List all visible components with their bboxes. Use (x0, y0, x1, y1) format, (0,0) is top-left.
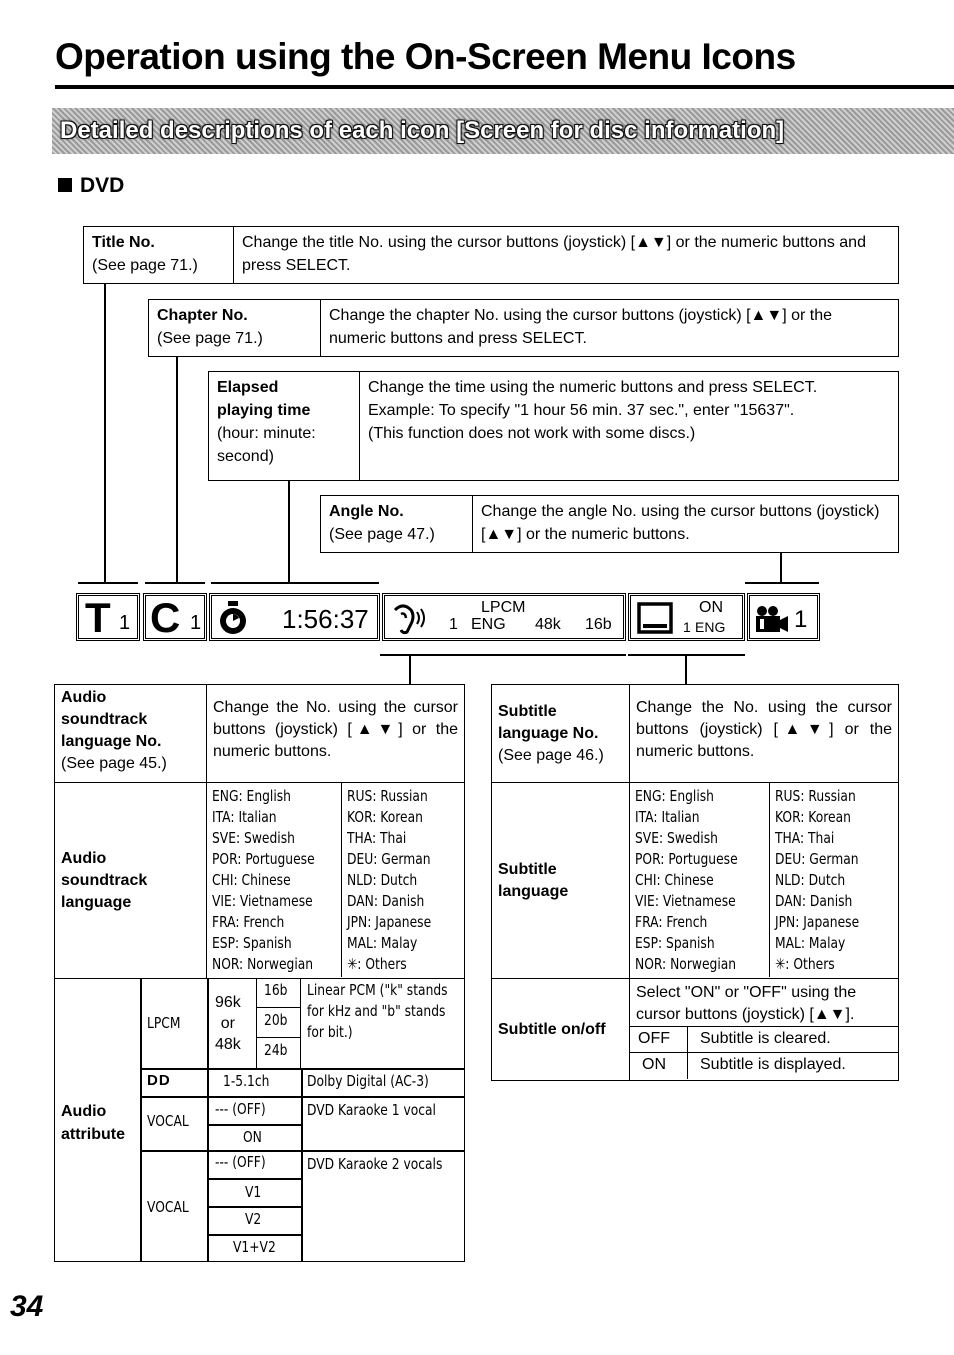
angle-no-label: Angle No. (See page 47.) (321, 496, 473, 552)
divider (140, 978, 142, 1261)
connector-title (104, 283, 106, 583)
sub-lang-item: THA: Thai (775, 829, 835, 847)
sub-lang-no-label: Subtitle language No. (See page 46.) (492, 685, 630, 783)
camera-angle-icon (754, 604, 790, 634)
sub-lang-col1 (635, 786, 741, 975)
divider (207, 978, 209, 1261)
timer-icon (218, 600, 248, 636)
angle-no-desc: Change the angle No. using the cursor buttons (joystick) [▲▼] or the numeric buttons. (481, 503, 880, 543)
audio-icon (391, 602, 431, 636)
osd-angle[interactable] (747, 593, 820, 641)
page-number: 34 (10, 1290, 44, 1323)
vocal1-desc: DVD Karaoke 1 vocal (307, 1101, 436, 1119)
elapsed-box (208, 371, 899, 481)
chapter-no-box (148, 299, 899, 357)
bracket-subtitle (628, 654, 745, 656)
sub-on-desc: Subtitle is displayed. (700, 1056, 846, 1073)
connector-subtitle (685, 654, 687, 685)
sub-off-option: OFF (630, 1027, 688, 1052)
chapter-icon: C (150, 594, 181, 641)
osd-audio-lang: ENG (471, 616, 506, 633)
bracket-chapter (145, 582, 205, 584)
connector-elapsed (288, 480, 290, 583)
audio-lang-item: FRA: French (212, 913, 285, 931)
audio-lang-item: MAL: Malay (347, 934, 418, 952)
section-banner: Detailed descriptions of each icon [Screen for disc information] (52, 108, 954, 154)
sub-on-option: ON (630, 1053, 688, 1079)
audio-lang-item: ✳: Others (347, 955, 407, 973)
osd-audio-rate: 48k (535, 616, 561, 633)
audio-lang-item: JPN: Japanese (347, 913, 432, 931)
sub-lang-item: MAL: Malay (775, 934, 846, 952)
title-no-box (83, 226, 899, 284)
audio-lang-item: DAN: Danish (347, 892, 425, 910)
bracket-angle (745, 582, 819, 584)
osd-time-value: 1:56:37 (282, 604, 369, 634)
bracket-time (211, 582, 379, 584)
sub-lang-col2 (775, 786, 872, 975)
osd-subtitle-num: 1 (683, 619, 691, 635)
vocal2-v2: V2 (245, 1210, 262, 1228)
divider (207, 1178, 301, 1180)
audio-lang-no-label: Audio soundtrack language No. (See page 45.) (55, 685, 207, 783)
osd-subtitle[interactable] (628, 593, 745, 641)
osd-audio-num: 1 (449, 616, 458, 633)
bracket-title (78, 582, 138, 584)
osd-title-num: 1 (119, 612, 131, 634)
divider (140, 1150, 465, 1152)
audio-lang-col2 (347, 786, 439, 975)
audio-lang-label: Audio soundtrack language (55, 783, 207, 979)
sub-onoff-cell (630, 979, 899, 1081)
sub-off-desc: Subtitle is cleared. (700, 1030, 831, 1047)
audio-lang-item: NOR: Norwegian (212, 955, 314, 973)
bracket-audio (380, 654, 626, 656)
subtitle-icon (637, 602, 675, 636)
sub-lang-item: DEU: German (775, 850, 859, 868)
elapsed-desc: Change the time using the numeric buttons and press SELECT. Example: To specify "1 hour 56 min. 37 sec.", enter "15637". (This function does not work with some discs.) (368, 379, 818, 442)
audio-lang-item: POR: Portuguese (212, 850, 315, 868)
osd-subtitle-state: ON (699, 599, 723, 616)
angle-no-box (320, 495, 899, 553)
sub-lang-item: SVE: Swedish (635, 829, 718, 847)
audio-lang-col1 (212, 786, 314, 975)
audio-lang-item: ESP: Spanish (212, 934, 292, 952)
divider (207, 1124, 301, 1126)
vocal2-off: --- (OFF) (215, 1153, 266, 1171)
sub-lang-codes (630, 783, 899, 979)
sub-lang-item: NOR: Norwegian (635, 955, 737, 973)
audio-lang-codes (207, 783, 465, 979)
title-icon: T (85, 594, 111, 641)
dolby-channels: 1-5.1ch (223, 1072, 270, 1090)
sub-lang-item: CHI: Chinese (635, 871, 714, 889)
audio-lang-item: ENG: English (212, 787, 291, 805)
chapter-no-desc: Change the chapter No. using the cursor buttons (joystick) [▲▼] or the numeric buttons and press SELECT. (329, 307, 833, 347)
osd-time[interactable] (209, 593, 380, 641)
vocal2-v1: V1 (245, 1183, 262, 1201)
audio-lang-item: ITA: Italian (212, 808, 277, 826)
sub-lang-item: NLD: Dutch (775, 871, 846, 889)
lpcm-bits (256, 978, 301, 1068)
audio-attr-block (54, 978, 465, 1262)
lpcm-rate: 96k or 48k (215, 994, 241, 1053)
sub-lang-item: ESP: Spanish (635, 934, 715, 952)
sub-onoff-desc: Select "ON" or "OFF" using the cursor buttons (joystick) [▲▼]. (630, 979, 898, 1027)
sub-lang-item: DAN: Danish (775, 892, 853, 910)
osd-angle-num: 1 (794, 606, 808, 633)
sub-lang-item: ✳: Others (775, 955, 835, 973)
sub-lang-label: Subtitle language (492, 783, 630, 979)
audio-lang-item: NLD: Dutch (347, 871, 418, 889)
osd-audio-bits: 16b (585, 616, 612, 633)
page-title: Operation using the On-Screen Menu Icons (55, 36, 796, 77)
subtitle-table (491, 684, 899, 1081)
section-heading-text: DVD (80, 174, 125, 197)
sub-lang-item: VIE: Vietnamese (635, 892, 736, 910)
chapter-no-label: Chapter No. (See page 71.) (149, 300, 321, 356)
sub-lang-item: RUS: Russian (775, 787, 856, 805)
bits-16: 16b (264, 981, 288, 999)
sub-lang-item: FRA: French (635, 913, 708, 931)
sub-lang-item: ITA: Italian (635, 808, 700, 826)
vocal2-desc: DVD Karaoke 2 vocals (307, 1155, 443, 1173)
sub-lang-item: POR: Portuguese (635, 850, 738, 868)
sub-lang-item: KOR: Korean (775, 808, 851, 826)
osd-chapter-num: 1 (190, 612, 202, 634)
sub-onoff-label: Subtitle on/off (492, 979, 630, 1081)
audio-lang-item: KOR: Korean (347, 808, 423, 826)
sub-lang-item: ENG: English (635, 787, 714, 805)
dolby-digital-icon: DD (147, 1072, 171, 1089)
audio-lang-item: SVE: Swedish (212, 829, 295, 847)
elapsed-label: Elapsed playing time (hour: minute: second) (209, 372, 360, 480)
osd-audio-format: LPCM (481, 599, 526, 616)
divider (140, 1068, 465, 1070)
osd-chapter[interactable] (143, 593, 207, 641)
audio-lang-item: VIE: Vietnamese (212, 892, 313, 910)
vocal1-label: VOCAL (147, 1112, 189, 1130)
connector-chapter (176, 356, 178, 583)
title-no-label: Title No. (See page 71.) (84, 227, 234, 283)
osd-subtitle-lang: ENG (695, 619, 726, 635)
square-bullet-icon (58, 178, 72, 192)
section-heading (58, 174, 124, 198)
vocal2-v1v2: V1+V2 (233, 1238, 276, 1256)
osd-audio[interactable] (382, 593, 626, 641)
audio-lang-no-desc: Change the No. using the cursor buttons (joystick) [▲▼] or the numeric buttons. (207, 685, 465, 783)
divider (207, 1206, 301, 1208)
title-no-desc: Change the title No. using the cursor buttons (joystick) [▲▼] or the numeric buttons and press SELECT. (242, 234, 866, 274)
vocal1-on: ON (243, 1128, 262, 1146)
audio-lang-item: THA: Thai (347, 829, 407, 847)
title-rule (55, 85, 954, 89)
dolby-desc: Dolby Digital (AC-3) (307, 1072, 429, 1090)
audio-lang-item: RUS: Russian (347, 787, 428, 805)
osd-title[interactable] (76, 593, 140, 641)
sub-lang-item: JPN: Japanese (775, 913, 860, 931)
bits-24: 24b (264, 1041, 288, 1059)
connector-audio (409, 654, 411, 685)
vocal1-off: --- (OFF) (215, 1100, 266, 1118)
audio-lang-item: CHI: Chinese (212, 871, 291, 889)
sub-lang-no-desc: Change the No. using the cursor buttons (joystick) [▲▼] or the numeric buttons. (630, 685, 899, 783)
audio-table (54, 684, 465, 979)
vocal2-label: VOCAL (147, 1198, 189, 1216)
lpcm-label: LPCM (147, 1014, 181, 1032)
lpcm-desc: Linear PCM ("k" stands for kHz and "b" stands for bit.) (307, 981, 448, 1041)
connector-angle (780, 552, 782, 583)
bits-20: 20b (264, 1011, 288, 1029)
audio-lang-item: DEU: German (347, 850, 431, 868)
divider (140, 1096, 465, 1098)
divider (207, 1234, 301, 1236)
audio-attr-label: Audio attribute (61, 1103, 125, 1143)
